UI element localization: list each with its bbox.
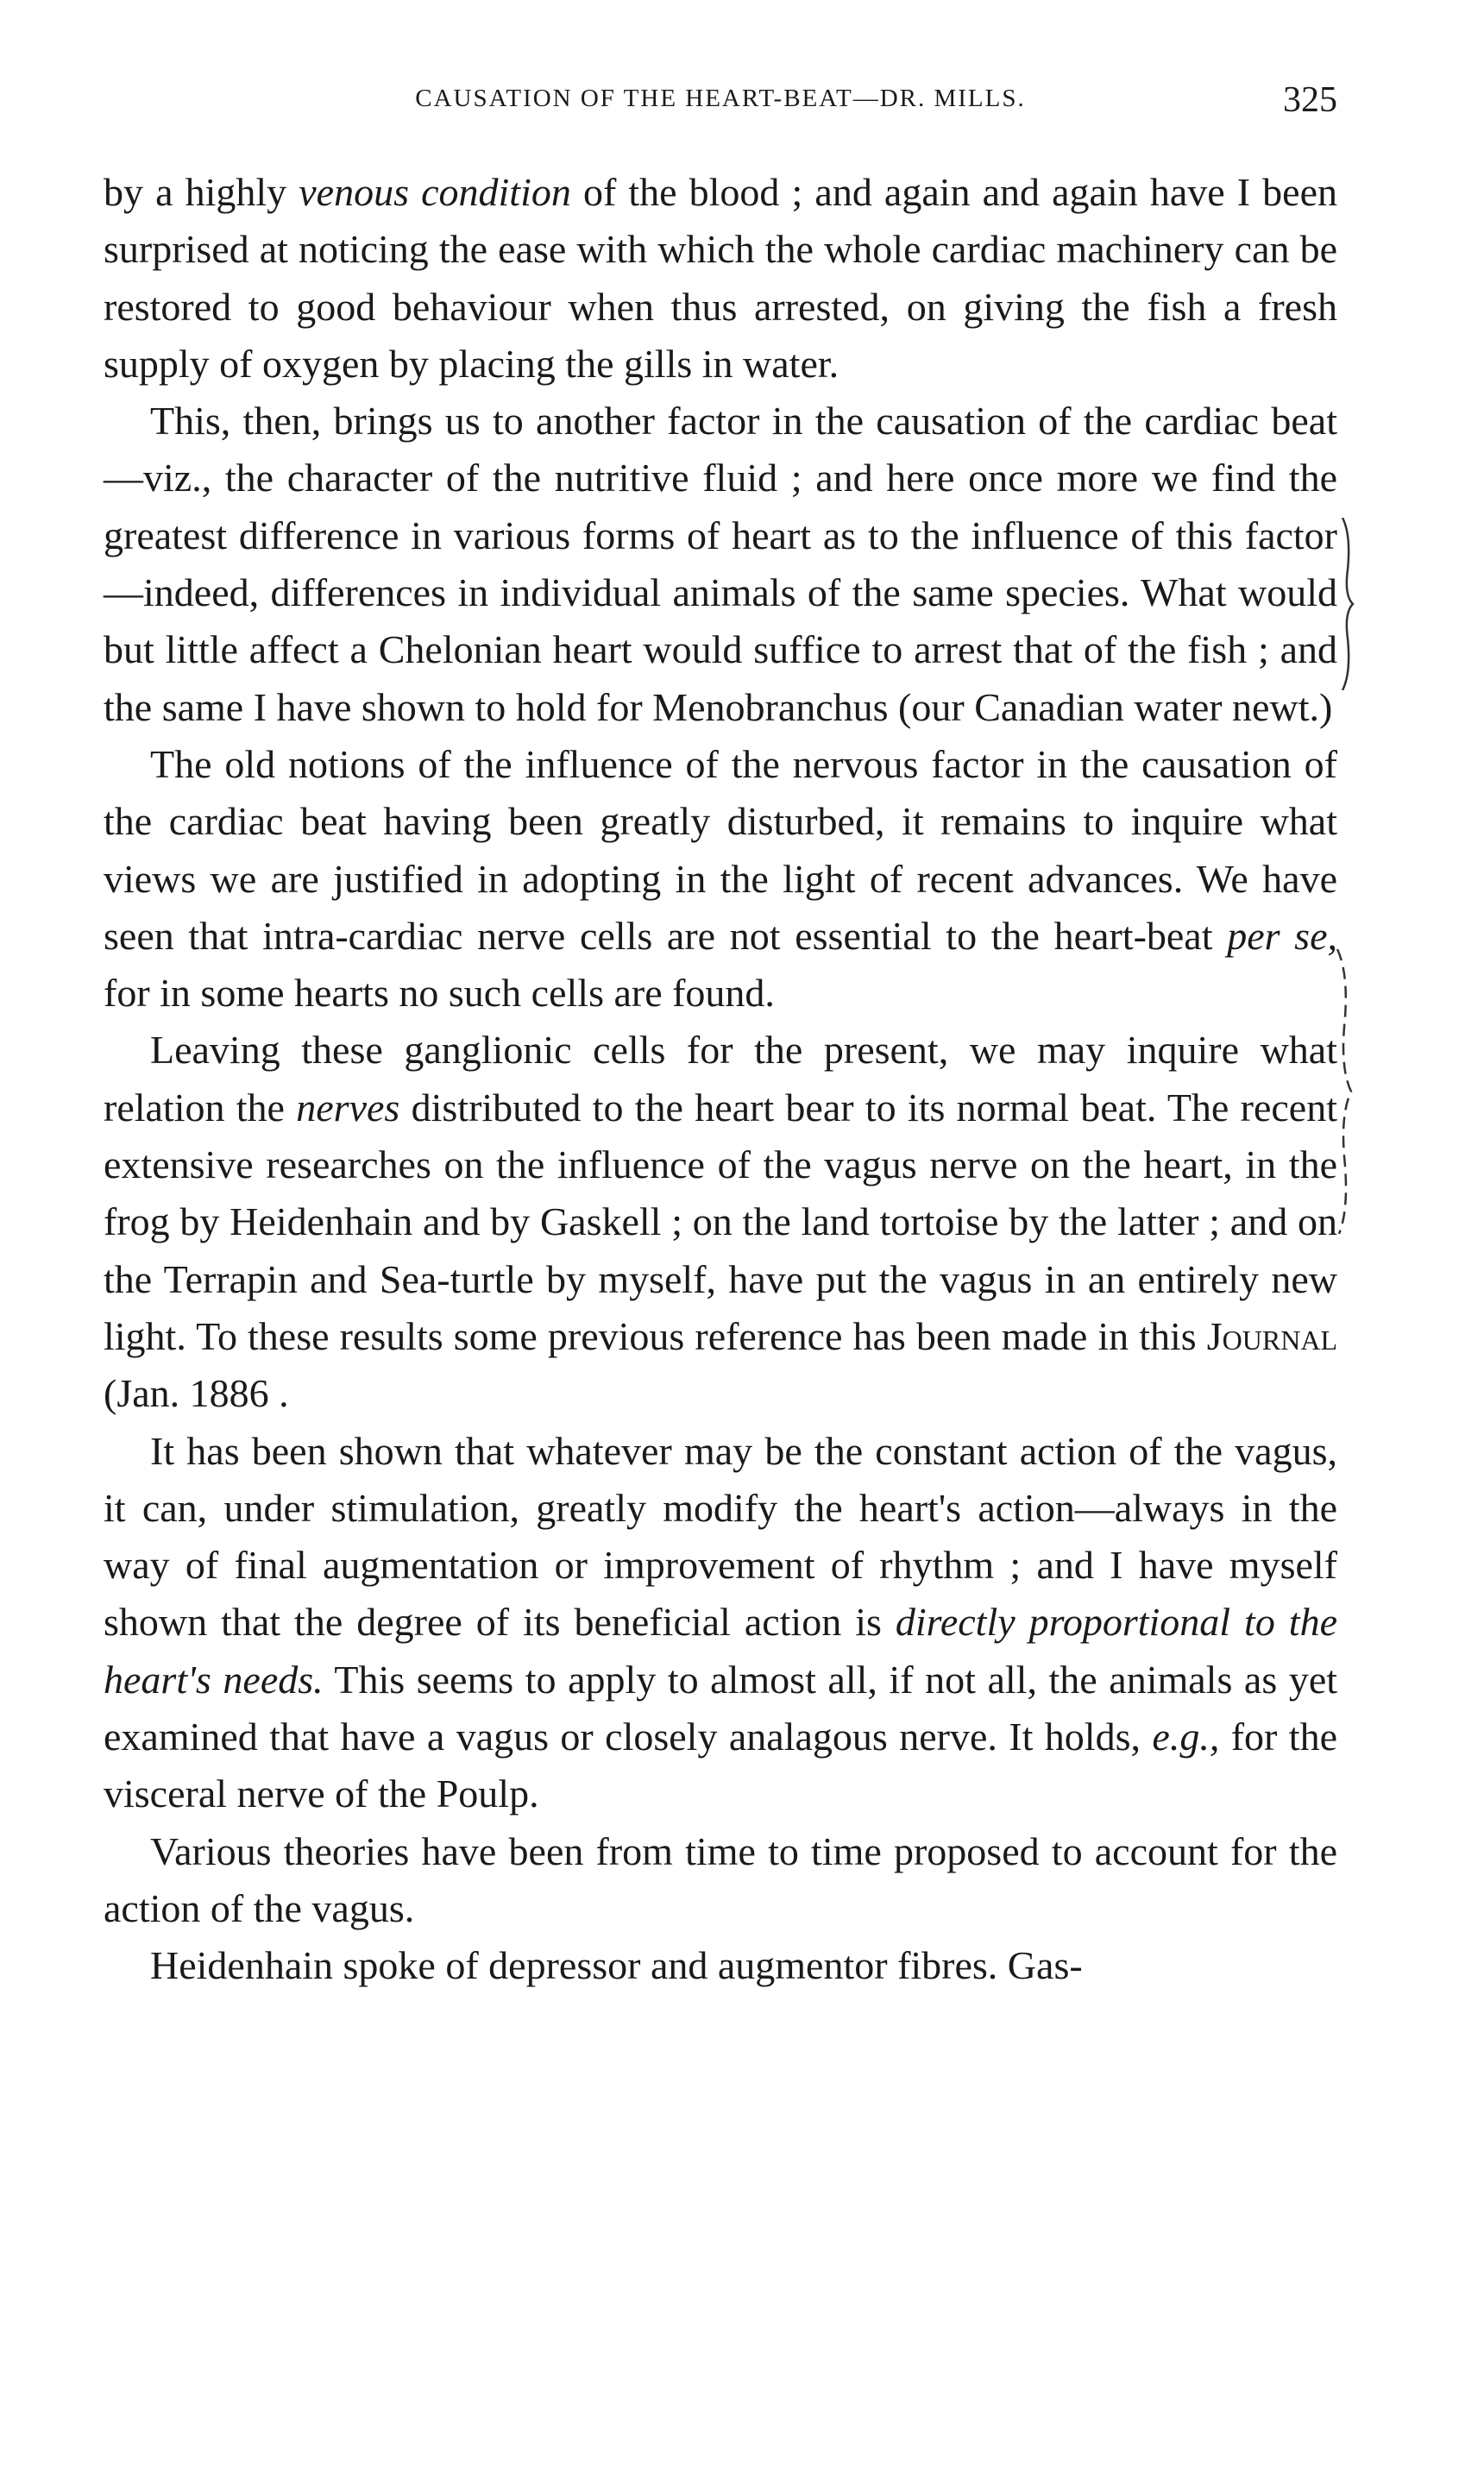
running-head [104,79,1337,131]
paragraph-1-text-a: by a highly [104,170,299,214]
paragraph-3-text-a: The old notions of the influence of the nervous factor in the causation of the cardiac beat having been greatly disturbed, it remains to inquire what views we are justified in adopting in the light of recent advances. We have seen that intra-cardiac nerve cells are not essential to the heart-beat [104,741,1337,958]
paragraph-4-italic: nerves [296,1085,400,1130]
paragraph-4-text-a: Leaving these ganglionic cells for the present, we may inquire what relation the [104,1028,1337,1130]
paragraph-3 [104,736,1337,1022]
paragraph-4 [104,1022,1337,1422]
margin-bracket-lower [1336,949,1361,1234]
paragraph-5 [104,1423,1337,1823]
paragraph-5-text-c: for the visceral nerve of the Poulp. [104,1715,1337,1816]
paragraph-7: Heidenhain spoke of depressor and augmentor fibres. Gas- [150,1943,1083,1988]
paragraph-4-text-b: distributed to the heart bear to its normal beat. The recent extensive researches on the influence of the vagus nerve on the heart, in the frog by Heidenhain and by Gaskell ; on the land tortoise by the latter ; and on the Terrapin and Sea-turtle by myself, have put the vagus in an entirely new light. To these results some previous reference has been made in this [104,1085,1337,1358]
paragraph-5-italic-a: directly proportional to the heart's needs. [104,1600,1337,1702]
paragraph-3-italic: per se, [1227,913,1338,958]
paragraph-4-text-c: (Jan. 1886 . [104,1371,289,1416]
page-number: 325 [1283,80,1337,120]
paragraph-1 [104,164,1337,393]
margin-bracket-upper [1339,518,1365,690]
paragraph-1-text-b: of the blood ; and again and again have I been surprised at noticing the ease with which the whole cardiac machinery can be restored to good behaviour when thus arrested, on giving the fish a fresh supply of oxygen by placing the gills in water. [104,170,1338,386]
paragraph-3-text-b: for in some hearts no such cells are found. [104,971,775,1016]
body-text [104,164,1337,1995]
paragraph-5-text-a: It has been shown that whatever may be the constant action of the vagus, it can, under stimulation, greatly modify the heart's action—always in the way of final augmentation or improvement of rhythm ; and I have myself shown that the degree of its beneficial action is [104,1428,1337,1645]
paragraph-6: Various theories have been from time to time proposed to account for the action of the vagus. [104,1828,1337,1930]
paragraph-2: This, then, brings us to another factor in the causation of the cardiac beat—viz., the character of the nutritive fluid ; and here once more we find the greatest difference in various forms of heart as to the influence of this factor—indeed, differences in individual animals of the same species. What would but little affect a Chelonian heart would suffice to arrest that of the fish ; and the same I have shown to hold for Menobranchus (our Canadian water newt.) [104,399,1337,729]
paragraph-5-italic-b: e.g., [1152,1715,1220,1759]
paragraph-5-text-b: This seems to apply to almost all, if not all, the animals as yet examined that have a vagus or closely analagous nerve. It holds, [104,1657,1338,1759]
paragraph-1-italic: venous condition [299,170,571,214]
journal-small-caps: Journal [1206,1313,1337,1358]
running-title: CAUSATION OF THE HEART-BEAT—DR. MILLS. [415,85,1026,112]
